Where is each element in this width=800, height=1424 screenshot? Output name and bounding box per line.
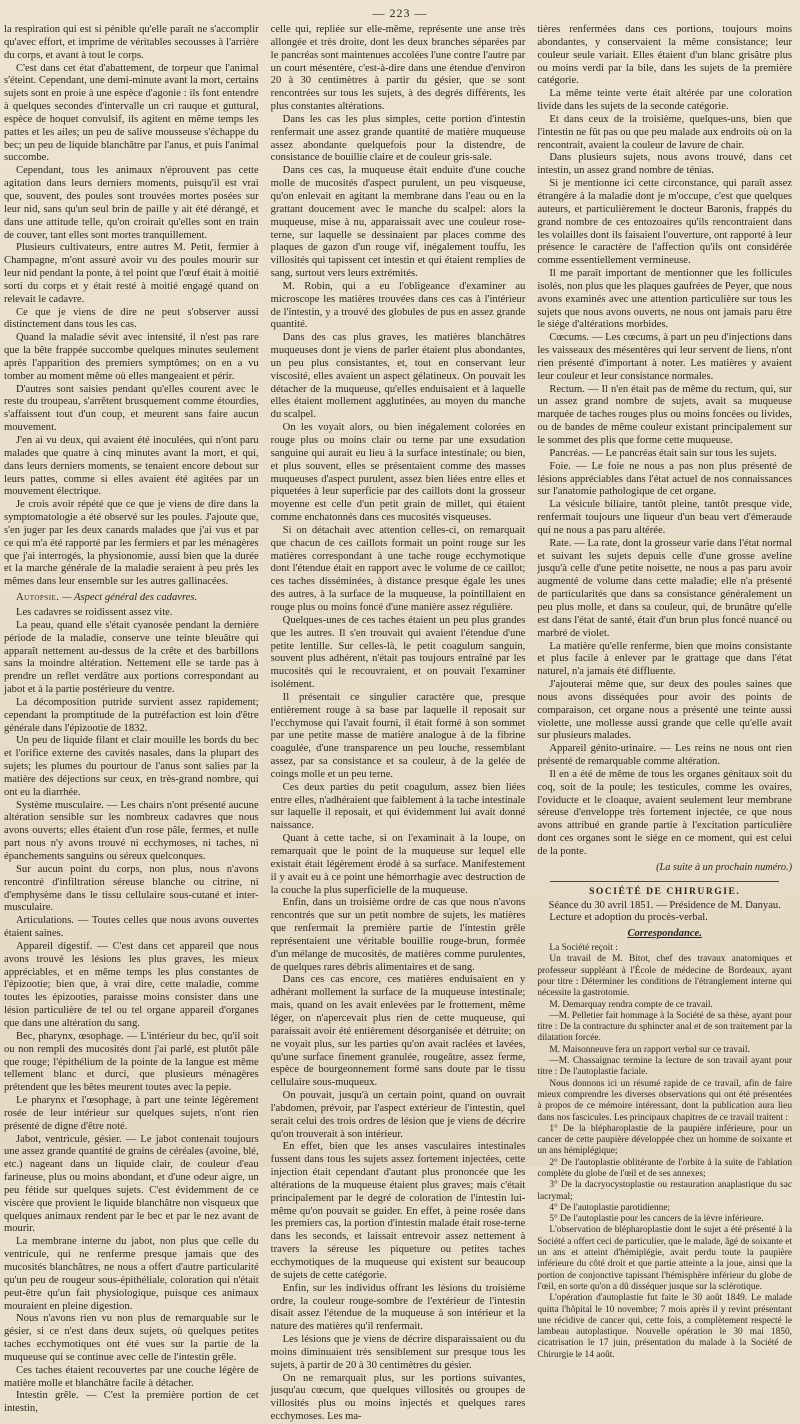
paragraph: La vésicule biliaire, tantôt pleine, tantôt presque vide, renfermait toujours une liqueur d'un beau vert d'émeraude qui ne nous a pas paru altérée.	[537, 499, 793, 536]
paragraph: Dans ces cas, la muqueuse était enduite d'une couche molle de mucosités d'aspect purulent, un peu visqueuse, qu'on enlevait en agitant la membrane dans l'eau ou en la grattant doucement avec le manche du scalpel: alors la muqueuse, mise à nu, apparaissait avec une couleur rose-terne, sur laquelle se dessinaient par places comme des plaques de gazon d'un rouge vif, inégalement touffu, les villosités qui tapissent cet intestin et qui étaient remplies de sang, surtout vers leurs extrémités.	[270, 165, 526, 280]
corr-item: M. Maisonneuve fera un rapport verbal sur ce travail.	[549, 1044, 750, 1055]
corr-item: Nous donnons ici un résumé rapide de ce travail, afin de faire mieux comprendre les diverses observations qui ont été présentées à propos de ce mémoire intéressant, dont la publication aura lieu dans nos fascicules. Les principaux chapitres de ce travail traitent :	[537, 1078, 793, 1123]
corr-item: 2° De l'autoplastie oblitérante de l'orbite à la suite de l'ablation complète du globe de l'œil et de ses annexes;	[537, 1157, 793, 1179]
paragraph: Pancréas. — Le pancréas était sain sur tous les sujets.	[549, 447, 777, 459]
section-divider	[550, 881, 779, 882]
paragraph: Dans des cas plus graves, les matières blanchâtres muqueuses dont je viens de parler étaient plus abondantes, un peu plus consistantes, et, tout en conservant leur viscosité, elles avaient un aspect gélatineux. On pouvait les détacher de la muqueuse, qu'elles enduisaient et à laquelle elles étaient mollement agglutinées, au moyen du manche du scalpel.	[270, 332, 526, 421]
paragraph: la respiration qui est si pénible qu'elle paraît ne s'accomplir qu'avec effort, et imprime de véritables secousses à l'arrière du corps, et avant à tout le corps.	[4, 24, 259, 61]
paragraph: Cependant, tous les animaux n'éprouvent pas cette agitation dans leurs derniers moments, puisqu'il est vrai que, souvent, des poules sont trouvées mortes posées sur leur nid, sans qu'un seul brin de paille y ait été dérangé, et dans une attitude telle, qu'on croirait qu'elles sont en train de couver, tant elles sont mortes tranquillement.	[4, 165, 259, 241]
corr-item: L'observation de blépharoplastie dont le sujet a été présenté à la Société a offert ceci de particulier, que le malade, âgé de soixante et un ans et atteint d'hémiplégie, avait perdu toute la paupière inférieure du côté droit et que partie atteinte a la joue, ainsi que la portion de conjonctive tapissant l'hémisphère inférieur du globe de l'œil, en sorte qu'on a dû disséquer jusque sur la sclérotique.	[537, 1225, 793, 1292]
society-heading: SOCIÉTÉ DE CHIRURGIE.	[589, 885, 741, 897]
corr-item: —M. Pelletier fait hommage à la Société de sa thèse, ayant pour titre : De la contracture du sphincter anal et de son traitement par la dilatation forcée.	[537, 1010, 793, 1044]
paragraph: La membrane interne du jabot, non plus que celle du ventricule, qui ne renferme presque jamais que des mucosités blanchâtres, ne nous a offert d'autre particularité qu'un peu de rougeur sous-épithéliale, coloration qui n'était peut-être qu'un fait physiologique, puisque ces animaux mouraient en pleine digestion.	[4, 1236, 259, 1312]
paragraph: Les cadavres se roidissent assez vite.	[16, 606, 173, 618]
paragraph: celle qui, repliée sur elle-même, représente une anse très allongée et très droite, dont les deux branches séparées par le pancréas sont maintenues accolées l'une contre l'autre par un court mésentère, c'est-à-dire dans une étendue d'environ 20 à 30 centimètres à partir du gésier, que se sont rencontrées sur tous les sujets, à des degrés différents, les plus constantes altérations.	[270, 24, 526, 113]
correspondence-heading: Correspondance.	[627, 928, 702, 940]
paragraph: Dans ces cas encore, ces matières enduisaient en y adhérant mollement la surface de la muqueuse intestinale; mais, quand on les avait enlevées par le frottement, même léger, on n'apercevait plus rien de cette muqueuse, qui paraissait avoir été entièrement désorganisée et détruite; on ne voyait plus, sur les parties qu'on avait raclées et lavées, qu'une surface finement granulée, rougeâtre, assez ferme, espèce de bourgeonnement formé sans doute par le tissu cellulaire sous-muqueux.	[270, 974, 526, 1089]
paragraph: La peau, quand elle s'était cyanosée pendant la dernière période de la maladie, conserve une teinte bleuâtre qui apparaît nettement au-dessus de la crête et des barbillons sans la moindre altération. Nettement elle se tarde pas à prendre un reflet verdâtre aux portions correspondant au jabot et à la partie postérieure du ventre.	[4, 619, 259, 696]
section-heading-autopsie	[4, 592, 259, 605]
paragraph: J'en ai vu deux, qui avaient été inoculées, qui n'ont paru malades que quatre à cinq minutes avant la mort, et qui, dans leurs derniers moments, se tenaient encore debout sur leurs pattes, comme si elles avaient été agitées par un mouvement électrique.	[4, 435, 259, 498]
paragraph: J'ajouterai même que, sur deux des poules saines que nous avons disséquées pour avoir des points de comparaison, cet organe nous a présenté une teinte aussi violette, une mollesse aussi grande que celle qu'elle avait sur plusieurs malades.	[537, 679, 793, 742]
paragraph: Système musculaire. — Les chairs n'ont présenté aucune altération sensible sur les nombreux cadavres que nous avons ouverts; elles étaient d'un rose pâle, fermes, et nulle part nous n'y avons trouvé ni ecchymoses, ni taches, ni épanchements sanguins ou séreux quelconques.	[4, 799, 259, 862]
column-1	[4, 24, 259, 1415]
corr-item: 5° De l'autoplastie pour les cancers de la lèvre inférieure.	[549, 1214, 764, 1225]
paragraph: Nous n'avons rien vu non plus de remarquable sur le gésier, si ce n'est dans deux sujets, où quelques petites taches ecchymotiques ont été vues sur la partie de la muqueuse qui se continue avec celle de l'intestin grêle.	[4, 1313, 259, 1363]
paragraph: Rate. — La rate, dont la grosseur varie dans l'état normal et suivant les sujets depuis celle d'une grosse aveline jusqu'à celle d'une petite noisette, ne nous a pas paru avoir augmenté de volume dans cette maladie; elle n'a présenté de particularités que dans sa consistance généralement un peu plus molle, et dans sa couleur, qui, de brunâtre qu'elle est dans l'état de santé, était d'un brun plus foncé nuancé ou marbré de violet.	[537, 537, 793, 639]
paragraph: Il me paraît important de mentionner que les follicules isolés, non plus que les plaques gaufrées de Peyer, que nous avons examinés avec une attention particulière sur tous les sujets que nous avons ouverts, ne nous ont jamais paru être le siége d'altérations morbides.	[537, 268, 793, 331]
paragraph: Rectum. — Il n'en était pas de même du rectum, qui, sur un assez grand nombre de sujets, avait sa muqueuse marquée de taches rouges plus ou moins foncées ou livides, ou de bandes de même couleur existant principalement sur le sommet des plis que forme cette muqueuse.	[537, 383, 793, 446]
paragraph: Appareil génito-urinaire. — Les reins ne nous ont rien présenté de remarquable comme altération.	[537, 743, 793, 768]
paragraph: Ces deux parties du petit coagulum, assez bien liées entre elles, n'adhéraient que faiblement à la tache intestinale sur laquelle il reposait, et qui évidemment lui avait donné naissance.	[270, 781, 526, 832]
paragraph: Enfin, dans un troisième ordre de cas que nous n'avons rencontrés que sur un petit nombre de sujets, les matières que renfermait la première partie de l'intestin grêle représentaient une véritable bouillie rouge-brun, formée d'un mélange de mucosités, de matières comme purulentes, de quelques rares débris alimentaires et de sang.	[270, 897, 526, 973]
paragraph: Sur aucun point du corps, non plus, nous n'avons rencontré d'infiltration séreuse blanche ou citrine, ni d'emphysème dans le tissu cellulaire sous-cutané et inter-musculaire.	[4, 863, 259, 914]
paragraph: Appareil digestif. — C'est dans cet appareil que nous avons trouvé les lésions les plus graves, les mieux appréciables, et en même temps les plus constantes de l'épizootie; bien que, à vrai dire, cette maladie, comme toutes les épizooties, paraisse moins consister dans une lésion particulière de tel ou tel organe appareil d'organes que dans une altération du sang.	[4, 940, 259, 1029]
paragraph: Jabot, ventricule, gésier. — Le jabot contenait toujours une assez grande quantité de grains de céréales (avoine, blé, etc.) nageant dans un liquide clair, de couleur d'eau farineuse, plus ou moins abondant, et d'une odeur aigre, un peu fétide sur quelques sujets. C'est évidemment de ce viscère que provient le liquide blanchâtre non visqueux que quelques animaux rendent par le bec et par le nez avant de mourir.	[4, 1133, 259, 1235]
paragraph: On les voyait alors, ou bien inégalement colorées en rouge plus ou moins clair ou terne par une exsudation sanguine qui aurait eu lieu à la surface intestinale; ou bien, et plus souvent, elles se présentaient comme des masses muqueuses d'aspect purulent, assez bien liées entre elles et piquetées à leur superficie par des caillots dont la grosseur moyenne est celle d'un petit grain de millet, qui étaient comme enchatonnés dans ces mucosités visqueuses.	[270, 422, 526, 524]
paragraph: Cœcums. — Les cœcums, à part un peu d'injections dans les vaisseaux des mésentères qui leur servent de liens, n'ont rien présenté d'important à noter. Les matières y avaient leur couleur et leur consistance normales.	[537, 332, 793, 382]
paragraph: Plusieurs cultivateurs, entre autres M. Petit, fermier à Champagne, m'ont assuré avoir vu des poules mourir sur leur nid pendant la ponte, à tel point que l'œuf était à moitié sorti du corps et y était resté à moitié engagé quand on relevait le cadavre.	[4, 242, 259, 305]
section-title: — Aspect général des cadavres.	[62, 592, 198, 604]
paragraph: Un peu de liquide filant et clair mouille les bords du bec et l'orifice externe des cavités nasales, dans la plupart des sujets; les plumes du pourtour de l'anus sont salies par la matière des déjections sur ceux, en très-grand nombre, qui ont eu la diarrhée.	[4, 735, 259, 798]
paragraph: Foie. — Le foie ne nous a pas non plus présenté de lésions appréciables dans l'état actuel de nos connaissances sur l'anatomie pathologique de cet organe.	[537, 460, 793, 498]
paragraph: La décomposition putride survient assez rapidement; cependant la promptitude de la putréfaction est loin d'être générale dans l'épizootie de 1832.	[4, 696, 259, 734]
paragraph: Enfin, sur les individus offrant les lésions du troisième ordre, la couleur rouge-sombre de l'extérieur de l'intestin disait assez l'étendue de la muqueuse à son intérieur et la nature des matières qu'il renfermait.	[270, 1282, 526, 1333]
paragraph: Si je mentionne ici cette circonstance, qui paraît assez étrangère à la maladie dont je m'occupe, c'est que quelques auteurs, et particulièrement le docteur Baronis, frappés du grand nombre de ces entozoaires qu'ils rencontraient dans les volailles dont ils faisaient l'ouverture, ont rapporté à leur présence le caractère de l'affection qu'ils ont considérée comme essentiellement vermineuse.	[537, 178, 793, 267]
paragraph: Quelques-unes de ces taches étaient un peu plus grandes que les autres. Il s'en trouvait qui avaient l'étendue d'une petite lentille. Sur celles-là, le petit coagulum sanguin, souvent plus adhérent, n'était pas toujours entraîné par les mucosités qui le recouvraient, et on pouvait l'examiner isolément.	[270, 614, 526, 691]
paragraph: M. Robin, qui a eu l'obligeance d'examiner au microscope les matières trouvées dans ces cas à l'intérieur de l'intestin, y a trouvé des globules de pus en assez grande quantité.	[270, 280, 526, 331]
corr-item: 1° De la blépharoplastie de la paupière inférieure, pour un cancer de cette paupière développée chez un homme de soixante et un ans hémiplégique;	[537, 1123, 793, 1157]
paragraph: Dans plusieurs sujets, nous avons trouvé, dans cet intestin, un assez grand nombre de ténias.	[537, 152, 793, 177]
paragraph: Bec, pharynx, œsophage. — L'intérieur du bec, qu'il soit ou non rempli des mucosités dont j'ai parlé, est plutôt pâle que rouge; l'épithélium de la pointe de la langue est même tellement blanc et durci, que plusieurs ménagères prétendent que les bêtes meurent toutes avec la pepie.	[4, 1030, 259, 1094]
paragraph: Le pharynx et l'œsophage, à part une teinte légèrement rosée de leur intérieur sur quelques sujets, n'ont rien présenté de digne d'être noté.	[4, 1095, 259, 1132]
paragraph: Si on détachait avec attention celles-ci, on remarquait que chacun de ces caillots formait un point rouge sur les matières correspondant à une tache rouge ecchymotique dont l'étendue était en rapport avec le volume de ce caillot; ces taches disséminées, à distance presque égale les unes des autres, à la surface de la muqueuse, la pointillaient en rouge plus ou moins foncé d'une manière assez régulière.	[270, 524, 526, 613]
paragraph: Articulations. — Toutes celles que nous avons ouvertes étaient saines.	[4, 915, 259, 940]
paragraph: Quant à cette tache, si on l'examinait à la loupe, on remarquait que le point de la muqueuse sur lequel elle existait était légèrement érodé à sa surface. Manifestement il y avait eu à ce point une hémorrhagie avec destruction de la couche la plus superficielle de la muqueuse.	[270, 833, 526, 896]
corr-item: M. Demarquay rendra compte de ce travail.	[549, 999, 713, 1010]
paragraph: tières renfermées dans ces portions, toujours moins abondantes, y conservaient la même consistance; leur couleur seule variait. Elles étaient d'un blanc grisâtre plus ou moins verdi par la bile, dans les sujets de la première catégorie.	[537, 24, 793, 87]
paragraph: Dans les cas les plus simples, cette portion d'intestin renfermait une assez grande quantité de matière muqueuse assez abondante quelquefois pour la distendre, de consistance de bouillie claire et de couleur gris-sale.	[270, 113, 526, 164]
three-column-layout	[4, 24, 793, 1423]
paragraph: Les lésions que je viens de décrire disparaissaient ou du moins diminuaient très sensiblement sur presque tous les sujets, à partir de 20 à 30 centimètres du gésier.	[270, 1334, 526, 1371]
paragraph: Ce que je viens de dire ne peut s'observer aussi distinctement dans tous les cas.	[4, 306, 259, 331]
paragraph: La matière qu'elle renferme, bien que moins consistante et plus facile à enlever par le grattage que dans l'état naturel, n'a jamais été diffluente.	[537, 640, 793, 678]
corr-item: —M. Chassaignac termine la lecture de son travail ayant pour titre : De l'autoplastie faciale.	[537, 1056, 793, 1078]
minutes-line: Lecture et adoption du procès-verbal.	[549, 912, 708, 924]
paragraph: En effet, bien que les anses vasculaires intestinales fussent dans tous les sujets assez fortement injectées, cette injection était cependant d'autant plus prononcée que les altérations de la muqueuse étaient plus graves; mais c'était principalement par le degré de coloration de l'intestin lui-même qu'on pouvait se guider. En effet, à peine rosée dans les premiers cas, la portion d'intestin malade était rose-terne dans les seconds, et laissait entrevoir assez nettement à travers la séreuse les piqueture ou petites taches ecchymotiques de la muqueuse qui existent sur beaucoup de sujets de cette catégorie.	[270, 1141, 526, 1281]
page-number: — 223 —	[372, 6, 428, 20]
paragraph: On ne remarquait plus, sur les portions suivantes, jusqu'au cœcum, que quelques villosités ou groupes de villosités plus ou moins injectés et quelques rares ecchymoses. Les ma-	[270, 1372, 526, 1423]
continued-note: (La suite à un prochain numéro.)	[656, 861, 793, 873]
session-line: Séance du 30 avril 1851. — Présidence de M. Danyau.	[548, 899, 781, 911]
paragraph: Quand la maladie sévit avec intensité, il n'est pas rare que la bête frappée succombe quelques minutes seulement après l'apparition des premiers symptômes; on en a vu tomber au moment même où elles mangeaient et périr.	[4, 332, 259, 382]
corr-item: L'opération d'autoplastie fut faite le 30 août 1849. Le malade quitta l'hôpital le 10 novembre; 7 mois après il y revint présentant une récidive de cancer qui, cette fois, a complètement respecté le lambeau autoplastique. Nouvelle opération le 30 mai 1850, cicatrisation le 17 juin, présentation du malade à la Société de Chirurgie le 14 août.	[537, 1293, 793, 1360]
corr-item: 4° De l'autoplastie parotidienne;	[549, 1202, 671, 1213]
paragraph: C'est dans cet état d'abattement, de torpeur que l'animal s'éteint. Cependant, une demi-minute avant la mort, certains sujets sont en proie à une espèce d'agonie : ils font entendre à quelques secondes d'intervalle un cri rauque et guttural, espèce de hoquet convulsif, ils agitent en même temps les pattes et les ailes; un peu de salive mousseuse s'échappe du bec; un peu de liquide blanchâtre par l'anus, et puis l'animal succombe.	[4, 62, 259, 164]
corr-item: Un travail de M. Bitot, chef des travaux anatomiques et professeur suppléant à l'École de médecine de Bordeaux, ayant pour titre : Déterminer les conditions de l'étranglement interne qui nécessite la gastrotomie.	[537, 954, 793, 999]
paragraph: Intestin grêle. — C'est la première portion de cet intestin,	[4, 1390, 259, 1415]
corr-item: La Société reçoit :	[549, 943, 618, 954]
section-label: Autopsie.	[16, 592, 60, 604]
paragraph: Il en a été de même de tous les organes génitaux soit du coq, soit de la poule; les testicules, comme les ovaires, l'oviducte et le cloaque, avaient seulement leur membrane séreuse d'enveloppe très fortement injectée, ce que nous avons attribué en grande partie à l'excitation particulière dont ces organes sont le siége en ce moment, qui est celui de la ponte.	[537, 768, 793, 857]
correspondence-block	[537, 943, 792, 1361]
paragraph: On pouvait, jusqu'à un certain point, quand on ouvrait l'abdomen, prévoir, par l'aspect extérieur de l'intestin, quel serait celui des trois ordres de lésion que je viens de décrire qu'on trouverait à son intérieur.	[270, 1090, 526, 1140]
paragraph: D'autres sont saisies pendant qu'elles courent avec le reste du troupeau, s'arrêtent brusquement comme étourdies, s'affaissent tout d'un coup, et meurent sans faire aucun mouvement.	[4, 383, 259, 434]
paragraph: Et dans ceux de la troisième, quelques-uns, bien que l'intestin ne fût pas ou que peu malade aux endroits où on la rencontrait, avaient la couleur de lavure de chair.	[537, 113, 793, 151]
corr-item: 3° De la dacryocystoplastie ou restauration anaplastique du sac lacrymal;	[537, 1180, 793, 1202]
paragraph: Je crois avoir répété que ce que je viens de dire dans la symptomatologie a été observé sur les poules. J'ajoute que, s'en juger par les deux canards malades que j'ai vus et par ce qui m'a été rapporté par les fermiers et par les ménagères que j'ai interrogés, la physionomie, aussi bien que la durée et la marche générale de la maladie seraient à peu près les mêmes dans leur ensemble sur les autres gallinacées.	[4, 499, 259, 588]
paragraph: Ces taches étaient recouvertes par une couche légère de matière molle et blanchâtre facile à détacher.	[4, 1364, 259, 1389]
paragraph: Il présentait ce singulier caractère que, presque entièrement rouge à sa base par laquelle il reposait sur l'ecchymose qui l'avait fourni, il était formé à son sommet par une petite masse de matière analogue à de la fibrine coagulée, d'une transparence un peu louche, ressemblant assez, par sa consistance et sa couleur, à de la gelée de coings molle et un peu terne.	[270, 691, 526, 780]
column-3	[537, 24, 793, 1360]
paragraph: La même teinte verte était altérée par une coloration livide dans les sujets de la seconde catégorie.	[537, 88, 793, 113]
column-2	[270, 24, 526, 1423]
